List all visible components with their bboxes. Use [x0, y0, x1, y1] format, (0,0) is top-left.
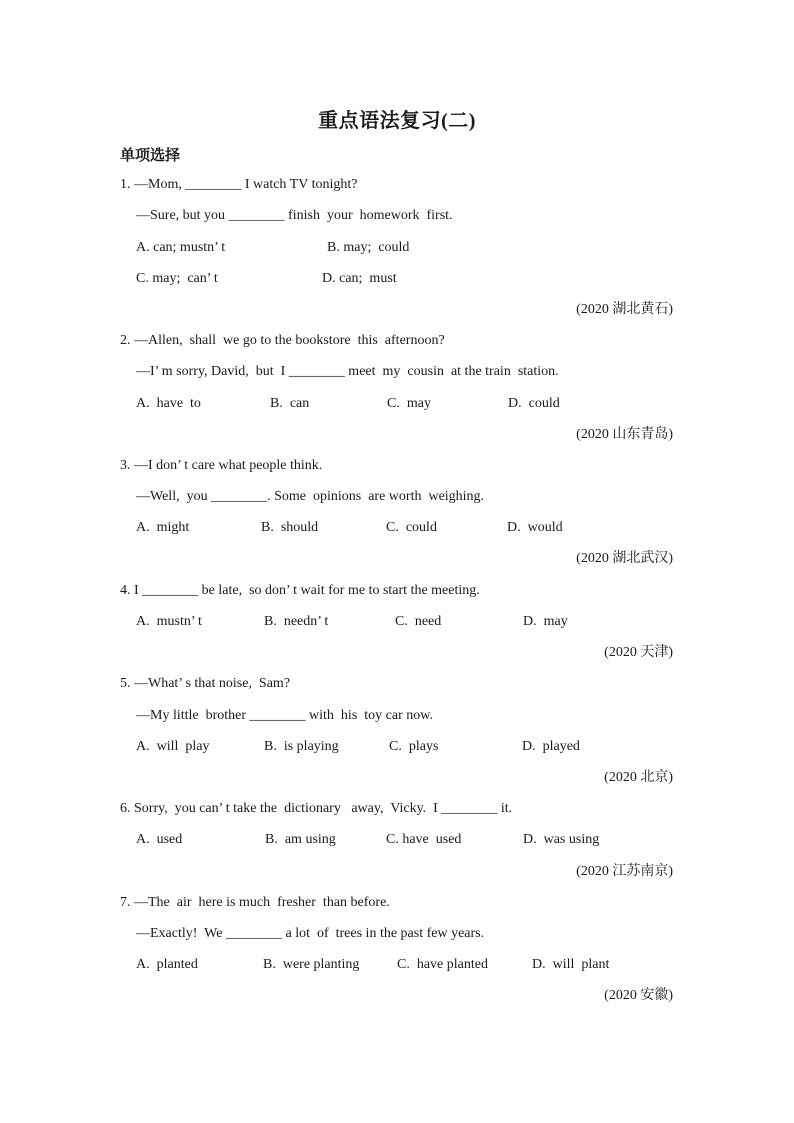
question-4-option-c: C. need [395, 614, 442, 629]
question-5-option-a: A. will play [136, 739, 210, 754]
question-1-response: —Sure, but you ________ finish your homework first. [136, 208, 453, 223]
question-3-option-d: D. would [507, 520, 563, 535]
question-5-response: —My little brother ________ with his toy car now. [136, 708, 433, 723]
question-7-option-c: C. have planted [397, 957, 488, 972]
question-3-option-a: A. might [136, 520, 190, 535]
question-4-option-d: D. may [523, 614, 568, 629]
document-title: 重点语法复习(二) [318, 110, 476, 132]
section-heading: 单项选择 [120, 148, 181, 164]
question-5-stem: 5. —What’ s that noise, Sam? [120, 676, 291, 691]
question-7-option-d: D. will plant [532, 957, 610, 972]
question-4-option-b: B. needn’ t [264, 614, 329, 629]
question-4-option-a: A. mustn’ t [136, 614, 202, 629]
question-2-stem: 2. —Allen, shall we go to the bookstore this afternoon? [120, 333, 445, 348]
question-2-option-d: D. could [508, 396, 560, 411]
question-7-stem: 7. —The air here is much fresher than before. [120, 895, 390, 910]
question-6-stem: 6. Sorry, you can’ t take the dictionary away, Vicky. I ________ it. [120, 801, 513, 816]
question-7-option-a: A. planted [136, 957, 198, 972]
question-4-source: (2020 天津) [604, 645, 673, 660]
question-3-response: —Well, you ________. Some opinions are worth weighing. [136, 489, 485, 504]
question-5-option-d: D. played [522, 739, 580, 754]
question-6-option-c: C. have used [386, 832, 462, 847]
question-7-source: (2020 安徽) [604, 988, 673, 1003]
question-5-option-c: C. plays [389, 739, 439, 754]
question-3-option-c: C. could [386, 520, 437, 535]
question-6-option-d: D. was using [523, 832, 600, 847]
question-1-option-b: B. may; could [327, 240, 410, 255]
question-1-option-a: A. can; mustn’ t [136, 240, 226, 255]
question-2-option-a: A. have to [136, 396, 201, 411]
question-1-source: (2020 湖北黄石) [576, 302, 673, 317]
question-3-stem: 3. —I don’ t care what people think. [120, 458, 323, 473]
question-7-response: —Exactly! We ________ a lot of trees in the past few years. [136, 926, 485, 941]
question-5-source: (2020 北京) [604, 770, 673, 785]
question-1-option-c: C. may; can’ t [136, 271, 218, 286]
question-3-source: (2020 湖北武汉) [576, 551, 673, 566]
question-1-stem: 1. —Mom, ________ I watch TV tonight? [120, 177, 358, 192]
question-6-source: (2020 江苏南京) [576, 864, 673, 879]
question-6-option-b: B. am using [265, 832, 336, 847]
question-2-option-c: C. may [387, 396, 431, 411]
question-3-option-b: B. should [261, 520, 319, 535]
question-6-option-a: A. used [136, 832, 183, 847]
question-2-source: (2020 山东青岛) [576, 427, 673, 442]
question-5-option-b: B. is playing [264, 739, 339, 754]
question-7-option-b: B. were planting [263, 957, 360, 972]
question-4-stem: 4. I ________ be late, so don’ t wait for me to start the meeting. [120, 583, 480, 598]
question-2-option-b: B. can [270, 396, 310, 411]
question-2-response: —I’ m sorry, David, but I ________ meet my cousin at the train station. [136, 364, 559, 379]
question-1-option-d: D. can; must [322, 271, 397, 286]
